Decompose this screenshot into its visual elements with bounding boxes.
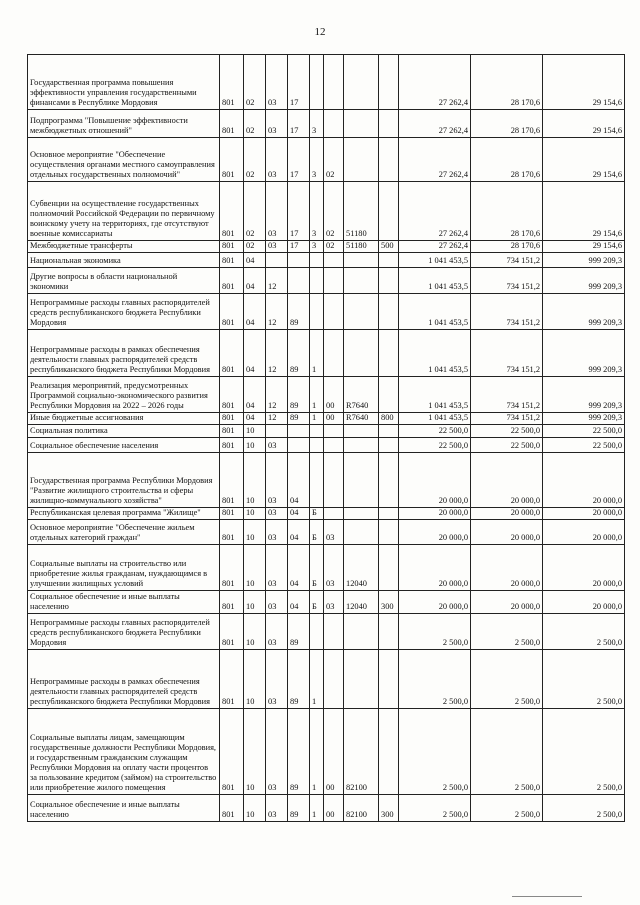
- code-cell: 89: [288, 650, 310, 709]
- row-name: Государственная программа повышения эффективности управления государственными финансами в Республике Мордовия: [28, 55, 220, 110]
- amount-cell: 28 170,6: [471, 241, 543, 253]
- amount-cell: 22 500,0: [399, 438, 471, 453]
- code-cell: 801: [220, 110, 244, 138]
- amount-cell: 2 500,0: [471, 650, 543, 709]
- code-cell: [379, 377, 399, 413]
- code-cell: [379, 330, 399, 377]
- amount-cell: 28 170,6: [471, 138, 543, 182]
- code-cell: [324, 330, 344, 377]
- code-cell: [310, 438, 324, 453]
- code-cell: 02: [324, 138, 344, 182]
- code-cell: [324, 650, 344, 709]
- amount-cell: 734 151,2: [471, 377, 543, 413]
- code-cell: [379, 138, 399, 182]
- code-cell: 04: [288, 545, 310, 591]
- code-cell: [288, 425, 310, 438]
- code-cell: 300: [379, 591, 399, 614]
- code-cell: 17: [288, 241, 310, 253]
- code-cell: [379, 253, 399, 268]
- code-cell: 89: [288, 294, 310, 330]
- code-cell: 801: [220, 453, 244, 508]
- code-cell: [379, 520, 399, 545]
- code-cell: 03: [266, 241, 288, 253]
- code-cell: 02: [244, 138, 266, 182]
- table-row: [28, 241, 625, 253]
- amount-cell: 999 209,3: [543, 330, 625, 377]
- code-cell: R7640: [344, 377, 379, 413]
- table-row: [28, 182, 625, 241]
- code-cell: 801: [220, 268, 244, 294]
- row-name: Республиканская целевая программа "Жилище": [28, 508, 220, 520]
- code-cell: 10: [244, 709, 266, 795]
- code-cell: 82100: [344, 795, 379, 822]
- code-cell: 17: [288, 110, 310, 138]
- table-row: [28, 55, 625, 110]
- amount-cell: 734 151,2: [471, 268, 543, 294]
- amount-cell: 20 000,0: [543, 508, 625, 520]
- code-cell: 12: [266, 294, 288, 330]
- code-cell: 02: [244, 241, 266, 253]
- code-cell: 10: [244, 438, 266, 453]
- amount-cell: 2 500,0: [543, 795, 625, 822]
- amount-cell: 2 500,0: [399, 795, 471, 822]
- code-cell: 10: [244, 614, 266, 650]
- code-cell: 03: [266, 182, 288, 241]
- amount-cell: 29 154,6: [543, 138, 625, 182]
- code-cell: [344, 294, 379, 330]
- code-cell: 89: [288, 795, 310, 822]
- code-cell: 801: [220, 294, 244, 330]
- table-row: [28, 795, 625, 822]
- amount-cell: 2 500,0: [399, 614, 471, 650]
- row-name: Социальное обеспечение населения: [28, 438, 220, 453]
- code-cell: [379, 438, 399, 453]
- code-cell: 03: [266, 438, 288, 453]
- code-cell: [310, 614, 324, 650]
- amount-cell: 20 000,0: [543, 520, 625, 545]
- table-row: [28, 709, 625, 795]
- amount-cell: 2 500,0: [399, 709, 471, 795]
- code-cell: 10: [244, 508, 266, 520]
- code-cell: [310, 453, 324, 508]
- amount-cell: 22 500,0: [543, 438, 625, 453]
- amount-cell: 999 209,3: [543, 377, 625, 413]
- amount-cell: 2 500,0: [543, 709, 625, 795]
- code-cell: 82100: [344, 709, 379, 795]
- amount-cell: 28 170,6: [471, 110, 543, 138]
- amount-cell: 22 500,0: [399, 425, 471, 438]
- code-cell: [344, 330, 379, 377]
- amount-cell: 999 209,3: [543, 413, 625, 425]
- amount-cell: 1 041 453,5: [399, 377, 471, 413]
- code-cell: 03: [266, 138, 288, 182]
- table-row: [28, 614, 625, 650]
- code-cell: [324, 294, 344, 330]
- code-cell: R7640: [344, 413, 379, 425]
- code-cell: [324, 508, 344, 520]
- amount-cell: 1 041 453,5: [399, 253, 471, 268]
- row-name: Непрограммные расходы в рамках обеспечения деятельности главных распорядителей средств республиканского бюджета Республики Мордовия: [28, 650, 220, 709]
- budget-table-body: [28, 55, 625, 822]
- row-name: Основное мероприятие "Обеспечение жильем отдельных категорий граждан": [28, 520, 220, 545]
- code-cell: 3: [310, 138, 324, 182]
- scan-artifact: [512, 896, 582, 897]
- code-cell: 02: [244, 110, 266, 138]
- amount-cell: 1 041 453,5: [399, 330, 471, 377]
- row-name: Иные бюджетные ассигнования: [28, 413, 220, 425]
- amount-cell: 27 262,4: [399, 55, 471, 110]
- code-cell: 02: [324, 182, 344, 241]
- amount-cell: 20 000,0: [471, 591, 543, 614]
- code-cell: 00: [324, 413, 344, 425]
- code-cell: [344, 110, 379, 138]
- amount-cell: 27 262,4: [399, 138, 471, 182]
- code-cell: [344, 453, 379, 508]
- code-cell: [288, 268, 310, 294]
- row-name: Другие вопросы в области национальной экономики: [28, 268, 220, 294]
- table-row: [28, 425, 625, 438]
- table-row: [28, 377, 625, 413]
- code-cell: 801: [220, 591, 244, 614]
- amount-cell: 1 041 453,5: [399, 413, 471, 425]
- code-cell: 00: [324, 795, 344, 822]
- amount-cell: 22 500,0: [471, 438, 543, 453]
- code-cell: 801: [220, 413, 244, 425]
- code-cell: [324, 110, 344, 138]
- row-name: Субвенции на осуществление государственных полномочий Российской Федерации по первичному воинскому учету на территориях, где отсутствуют военные комиссариаты: [28, 182, 220, 241]
- code-cell: 12040: [344, 591, 379, 614]
- amount-cell: 20 000,0: [399, 508, 471, 520]
- code-cell: 1: [310, 377, 324, 413]
- code-cell: 801: [220, 545, 244, 591]
- row-name: Непрограммные расходы главных распорядителей средств республиканского бюджета Республики Мордовия: [28, 294, 220, 330]
- code-cell: 03: [266, 795, 288, 822]
- code-cell: 1: [310, 650, 324, 709]
- code-cell: 03: [266, 709, 288, 795]
- row-name: Государственная программа Республики Мордовия "Развитие жилищного строительства и сферы жилищно-коммунального хозяйства": [28, 453, 220, 508]
- code-cell: [379, 545, 399, 591]
- code-cell: Б: [310, 508, 324, 520]
- code-cell: 04: [244, 268, 266, 294]
- code-cell: 89: [288, 413, 310, 425]
- amount-cell: 27 262,4: [399, 182, 471, 241]
- code-cell: [379, 709, 399, 795]
- code-cell: 03: [266, 545, 288, 591]
- amount-cell: 22 500,0: [543, 425, 625, 438]
- code-cell: [379, 294, 399, 330]
- amount-cell: 20 000,0: [399, 453, 471, 508]
- code-cell: 17: [288, 182, 310, 241]
- code-cell: 10: [244, 425, 266, 438]
- amount-cell: 28 170,6: [471, 55, 543, 110]
- code-cell: Б: [310, 520, 324, 545]
- code-cell: 10: [244, 520, 266, 545]
- code-cell: [344, 520, 379, 545]
- code-cell: 3: [310, 241, 324, 253]
- code-cell: 12: [266, 268, 288, 294]
- code-cell: 02: [324, 241, 344, 253]
- code-cell: [310, 253, 324, 268]
- amount-cell: 27 262,4: [399, 110, 471, 138]
- table-row: [28, 438, 625, 453]
- code-cell: 801: [220, 182, 244, 241]
- code-cell: 1: [310, 413, 324, 425]
- code-cell: 17: [288, 138, 310, 182]
- code-cell: [324, 453, 344, 508]
- code-cell: 89: [288, 377, 310, 413]
- code-cell: 801: [220, 55, 244, 110]
- code-cell: [324, 438, 344, 453]
- amount-cell: 2 500,0: [543, 650, 625, 709]
- code-cell: [266, 425, 288, 438]
- amount-cell: 29 154,6: [543, 182, 625, 241]
- code-cell: 03: [266, 650, 288, 709]
- amount-cell: 1 041 453,5: [399, 268, 471, 294]
- code-cell: 801: [220, 377, 244, 413]
- table-row: [28, 413, 625, 425]
- code-cell: 03: [266, 508, 288, 520]
- code-cell: 12: [266, 413, 288, 425]
- amount-cell: 734 151,2: [471, 294, 543, 330]
- code-cell: 1: [310, 795, 324, 822]
- code-cell: [288, 253, 310, 268]
- code-cell: [344, 138, 379, 182]
- code-cell: 03: [324, 520, 344, 545]
- row-name: Основное мероприятие "Обеспечение осуществления органами местного самоуправления отдельных государственных полномочий": [28, 138, 220, 182]
- amount-cell: 999 209,3: [543, 268, 625, 294]
- code-cell: [344, 55, 379, 110]
- code-cell: Б: [310, 591, 324, 614]
- code-cell: 801: [220, 520, 244, 545]
- code-cell: [324, 55, 344, 110]
- amount-cell: 1 041 453,5: [399, 294, 471, 330]
- code-cell: [310, 55, 324, 110]
- code-cell: 801: [220, 425, 244, 438]
- amount-cell: 22 500,0: [471, 425, 543, 438]
- row-name: Социальное обеспечение и иные выплаты населению: [28, 591, 220, 614]
- code-cell: 03: [266, 110, 288, 138]
- code-cell: 00: [324, 377, 344, 413]
- row-name: Межбюджетные трансферты: [28, 241, 220, 253]
- page-number: 12: [314, 26, 326, 38]
- code-cell: 801: [220, 241, 244, 253]
- code-cell: 801: [220, 138, 244, 182]
- code-cell: 04: [244, 330, 266, 377]
- code-cell: 00: [324, 709, 344, 795]
- table-row: [28, 545, 625, 591]
- code-cell: 89: [288, 709, 310, 795]
- code-cell: 17: [288, 55, 310, 110]
- code-cell: 03: [266, 614, 288, 650]
- row-name: Социальные выплаты лицам, замещающим государственные должности Республики Мордовия, и государственным гражданским служащим Республики Мордовия на оплату части процентов за пользование кредитом (займом) на строительство или приобретение жилого помещения: [28, 709, 220, 795]
- code-cell: 03: [324, 545, 344, 591]
- amount-cell: 20 000,0: [399, 520, 471, 545]
- amount-cell: 29 154,6: [543, 241, 625, 253]
- amount-cell: 20 000,0: [399, 545, 471, 591]
- amount-cell: 20 000,0: [399, 591, 471, 614]
- table-row: [28, 330, 625, 377]
- amount-cell: 20 000,0: [471, 453, 543, 508]
- code-cell: [379, 425, 399, 438]
- amount-cell: 20 000,0: [471, 545, 543, 591]
- code-cell: 04: [288, 520, 310, 545]
- code-cell: [344, 253, 379, 268]
- amount-cell: 999 209,3: [543, 253, 625, 268]
- code-cell: 03: [266, 520, 288, 545]
- code-cell: [344, 438, 379, 453]
- row-name: Социальные выплаты на строительство или приобретение жилья гражданам, нуждающимся в улучшении жилищных условий: [28, 545, 220, 591]
- code-cell: 500: [379, 241, 399, 253]
- code-cell: 801: [220, 253, 244, 268]
- code-cell: [344, 268, 379, 294]
- amount-cell: 20 000,0: [471, 520, 543, 545]
- code-cell: [324, 253, 344, 268]
- code-cell: 02: [244, 182, 266, 241]
- amount-cell: 29 154,6: [543, 110, 625, 138]
- amount-cell: 2 500,0: [471, 795, 543, 822]
- code-cell: [344, 614, 379, 650]
- code-cell: 10: [244, 545, 266, 591]
- amount-cell: 2 500,0: [399, 650, 471, 709]
- table-row: [28, 650, 625, 709]
- table-row: [28, 591, 625, 614]
- code-cell: 04: [244, 413, 266, 425]
- code-cell: [344, 425, 379, 438]
- amount-cell: 28 170,6: [471, 182, 543, 241]
- budget-table: [27, 54, 625, 822]
- code-cell: 03: [266, 591, 288, 614]
- code-cell: [266, 253, 288, 268]
- code-cell: 800: [379, 413, 399, 425]
- code-cell: 51180: [344, 182, 379, 241]
- code-cell: 3: [310, 110, 324, 138]
- table-row: [28, 110, 625, 138]
- row-name: Реализация мероприятий, предусмотренных Программой социально-экономического развития Республики Мордовия на 2022 – 2026 годы: [28, 377, 220, 413]
- code-cell: 89: [288, 614, 310, 650]
- amount-cell: 20 000,0: [543, 453, 625, 508]
- code-cell: [310, 294, 324, 330]
- code-cell: [288, 438, 310, 453]
- code-cell: 89: [288, 330, 310, 377]
- code-cell: 10: [244, 650, 266, 709]
- table-row: [28, 268, 625, 294]
- code-cell: 1: [310, 709, 324, 795]
- code-cell: 04: [244, 294, 266, 330]
- code-cell: [324, 425, 344, 438]
- code-cell: [379, 650, 399, 709]
- amount-cell: 734 151,2: [471, 253, 543, 268]
- amount-cell: 2 500,0: [471, 614, 543, 650]
- code-cell: [324, 614, 344, 650]
- amount-cell: 2 500,0: [471, 709, 543, 795]
- code-cell: 10: [244, 453, 266, 508]
- code-cell: 04: [244, 253, 266, 268]
- row-name: Социальная политика: [28, 425, 220, 438]
- code-cell: 51180: [344, 241, 379, 253]
- table-row: [28, 253, 625, 268]
- amount-cell: 27 262,4: [399, 241, 471, 253]
- code-cell: 02: [244, 55, 266, 110]
- amount-cell: 734 151,2: [471, 330, 543, 377]
- code-cell: [379, 614, 399, 650]
- code-cell: 04: [288, 508, 310, 520]
- row-name: Социальное обеспечение и иные выплаты населению: [28, 795, 220, 822]
- code-cell: 801: [220, 614, 244, 650]
- code-cell: 801: [220, 650, 244, 709]
- code-cell: 300: [379, 795, 399, 822]
- code-cell: 801: [220, 795, 244, 822]
- table-row: [28, 294, 625, 330]
- row-name: Непрограммные расходы в рамках обеспечения деятельности главных распорядителей средств республиканского бюджета Республики Мордовия: [28, 330, 220, 377]
- code-cell: [310, 268, 324, 294]
- code-cell: 03: [266, 55, 288, 110]
- code-cell: 801: [220, 709, 244, 795]
- code-cell: [344, 508, 379, 520]
- code-cell: 12040: [344, 545, 379, 591]
- row-name: Подпрограмма "Повышение эффективности межбюджетных отношений": [28, 110, 220, 138]
- code-cell: 801: [220, 330, 244, 377]
- table-row: [28, 453, 625, 508]
- code-cell: 03: [324, 591, 344, 614]
- code-cell: 04: [288, 453, 310, 508]
- code-cell: [344, 650, 379, 709]
- table-row: [28, 138, 625, 182]
- row-name: Национальная экономика: [28, 253, 220, 268]
- amount-cell: 734 151,2: [471, 413, 543, 425]
- code-cell: 04: [288, 591, 310, 614]
- table-row: [28, 520, 625, 545]
- amount-cell: 20 000,0: [543, 545, 625, 591]
- code-cell: 04: [244, 377, 266, 413]
- code-cell: Б: [310, 545, 324, 591]
- code-cell: 801: [220, 438, 244, 453]
- code-cell: [310, 425, 324, 438]
- amount-cell: 29 154,6: [543, 55, 625, 110]
- code-cell: 1: [310, 330, 324, 377]
- amount-cell: 999 209,3: [543, 294, 625, 330]
- code-cell: 12: [266, 330, 288, 377]
- code-cell: 03: [266, 453, 288, 508]
- code-cell: [324, 268, 344, 294]
- code-cell: [379, 55, 399, 110]
- code-cell: [379, 508, 399, 520]
- table-row: [28, 508, 625, 520]
- amount-cell: 20 000,0: [471, 508, 543, 520]
- code-cell: 12: [266, 377, 288, 413]
- code-cell: [379, 453, 399, 508]
- amount-cell: 20 000,0: [543, 591, 625, 614]
- code-cell: [379, 268, 399, 294]
- amount-cell: 2 500,0: [543, 614, 625, 650]
- code-cell: 801: [220, 508, 244, 520]
- code-cell: [379, 110, 399, 138]
- code-cell: 10: [244, 591, 266, 614]
- code-cell: 10: [244, 795, 266, 822]
- code-cell: [379, 182, 399, 241]
- code-cell: 3: [310, 182, 324, 241]
- row-name: Непрограммные расходы главных распорядителей средств республиканского бюджета Республики Мордовия: [28, 614, 220, 650]
